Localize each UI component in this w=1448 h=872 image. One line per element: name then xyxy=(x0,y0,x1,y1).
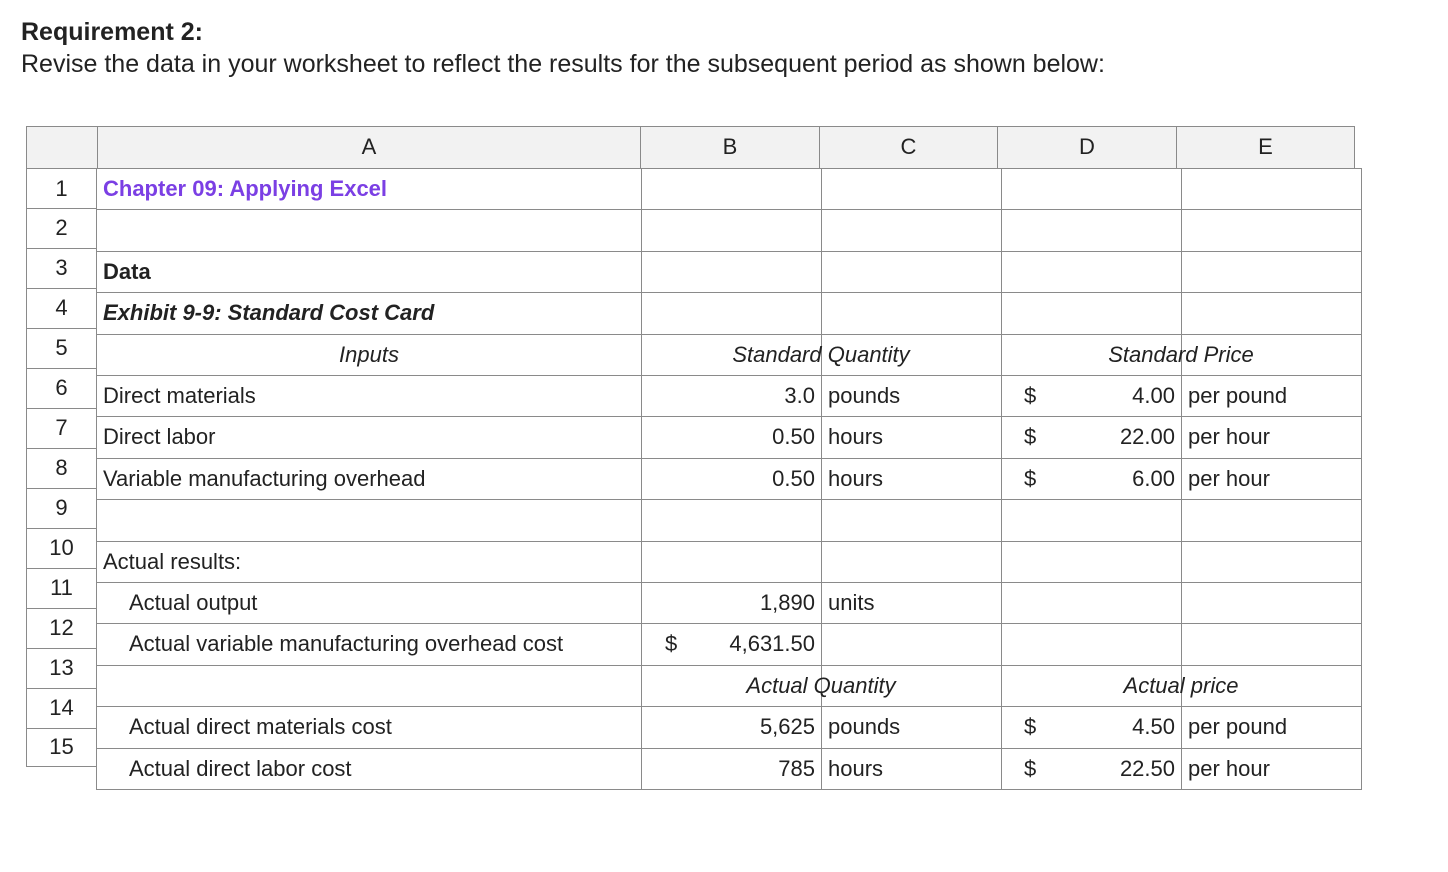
row-number[interactable]: 3 xyxy=(26,249,97,289)
input-label[interactable]: Direct labor xyxy=(103,424,216,449)
sheet-title[interactable]: Chapter 09: Applying Excel xyxy=(103,176,388,201)
actual-price-value[interactable]: 22.50 xyxy=(1119,756,1175,781)
standard-price-header[interactable]: Standard Price xyxy=(1108,342,1254,367)
row-number[interactable]: 14 xyxy=(26,689,97,729)
standard-price-value[interactable]: 4.00 xyxy=(1132,383,1175,408)
inputs-header[interactable]: Inputs xyxy=(339,342,399,367)
row-number[interactable]: 13 xyxy=(26,649,97,689)
standard-quantity-value[interactable]: 0.50 xyxy=(772,466,815,491)
standard-quantity-unit[interactable]: hours xyxy=(828,424,884,449)
column-header-e[interactable]: E xyxy=(1176,126,1355,169)
column-header-b[interactable]: B xyxy=(640,126,820,169)
input-label[interactable]: Direct materials xyxy=(103,383,256,408)
standard-price-unit[interactable]: per hour xyxy=(1188,466,1270,491)
actual-quantity-header[interactable]: Actual Quantity xyxy=(746,673,896,698)
exhibit-title[interactable]: Exhibit 9-9: Standard Cost Card xyxy=(103,300,435,325)
standard-quantity-value[interactable]: 3.0 xyxy=(784,383,815,408)
row-number[interactable]: 5 xyxy=(26,329,97,369)
input-label[interactable]: Variable manufacturing overhead xyxy=(103,466,426,491)
row-number[interactable]: 11 xyxy=(26,569,97,609)
column-header-c[interactable]: C xyxy=(819,126,998,169)
actual-quantity-unit[interactable]: hours xyxy=(828,756,884,781)
row-number[interactable]: 12 xyxy=(26,609,97,649)
actual-output-label[interactable]: Actual output xyxy=(129,590,258,615)
row-number[interactable]: 6 xyxy=(26,369,97,409)
column-header-d[interactable]: D xyxy=(997,126,1177,169)
requirement-instruction: Revise the data in your worksheet to reflect the results for the subsequent period as shown below: xyxy=(21,50,1105,78)
standard-quantity-unit[interactable]: pounds xyxy=(828,383,901,408)
row-number[interactable]: 2 xyxy=(26,209,97,249)
currency-symbol[interactable]: $ xyxy=(1024,383,1037,408)
actual-price-header[interactable]: Actual price xyxy=(1123,673,1239,698)
actual-price-value[interactable]: 4.50 xyxy=(1132,714,1175,739)
actual-results-label[interactable]: Actual results: xyxy=(103,549,242,574)
standard-price-unit[interactable]: per hour xyxy=(1188,424,1270,449)
actual-price-unit[interactable]: per pound xyxy=(1188,714,1288,739)
actual-output-value[interactable]: 1,890 xyxy=(759,590,815,615)
standard-quantity-value[interactable]: 0.50 xyxy=(772,424,815,449)
standard-price-unit[interactable]: per pound xyxy=(1188,383,1288,408)
row-number[interactable]: 4 xyxy=(26,289,97,329)
currency-symbol[interactable]: $ xyxy=(1024,756,1037,781)
currency-symbol[interactable]: $ xyxy=(1024,714,1037,739)
currency-symbol[interactable]: $ xyxy=(1024,466,1037,491)
row-number[interactable]: 8 xyxy=(26,449,97,489)
currency-symbol[interactable]: $ xyxy=(665,631,678,656)
corner-cell[interactable] xyxy=(26,126,98,169)
standard-quantity-unit[interactable]: hours xyxy=(828,466,884,491)
requirement-heading xyxy=(21,16,1105,80)
column-header-a[interactable]: A xyxy=(97,126,641,169)
data-label[interactable]: Data xyxy=(103,259,151,284)
actual-voh-value[interactable]: 4,631.50 xyxy=(729,631,815,656)
row-number[interactable]: 9 xyxy=(26,489,97,529)
actual-quantity-value[interactable]: 785 xyxy=(778,756,815,781)
actual-output-unit[interactable]: units xyxy=(828,590,875,615)
actual-price-unit[interactable]: per hour xyxy=(1188,756,1270,781)
standard-price-value[interactable]: 22.00 xyxy=(1119,424,1175,449)
actual-quantity-value[interactable]: 5,625 xyxy=(759,714,815,739)
row-number[interactable]: 1 xyxy=(26,168,97,209)
currency-symbol[interactable]: $ xyxy=(1024,424,1037,449)
actual-voh-label[interactable]: Actual variable manufacturing overhead cost xyxy=(129,631,564,656)
actual-quantity-unit[interactable]: pounds xyxy=(828,714,901,739)
requirement-title: Requirement 2: xyxy=(21,18,203,46)
row-number[interactable]: 15 xyxy=(26,729,97,767)
standard-price-value[interactable]: 6.00 xyxy=(1132,466,1175,491)
actual-label[interactable]: Actual direct labor cost xyxy=(129,756,352,781)
row-number[interactable]: 7 xyxy=(26,409,97,449)
actual-label[interactable]: Actual direct materials cost xyxy=(129,714,392,739)
row-number[interactable]: 10 xyxy=(26,529,97,569)
standard-quantity-header[interactable]: Standard Quantity xyxy=(732,342,910,367)
